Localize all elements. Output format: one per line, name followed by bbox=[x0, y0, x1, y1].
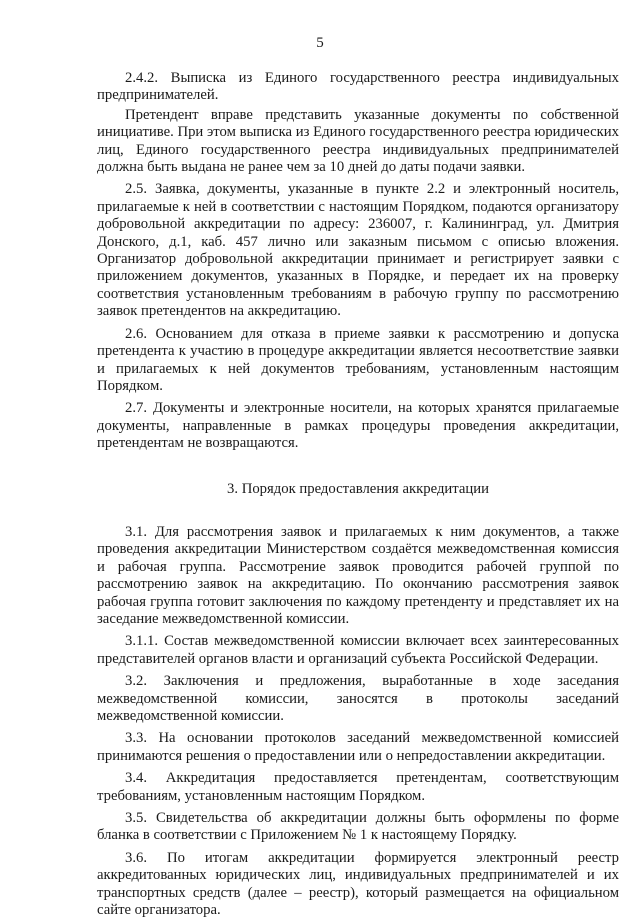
paragraph-2-6: 2.6. Основанием для отказа в приеме заявки к рассмотрению и допуска претендента к участию в процедуре аккредитации является несоответствие заявки и прилагаемых к ней документов требованиям, установленным настоящим Порядком. bbox=[97, 325, 619, 394]
section-3-title: 3. Порядок предоставления аккредитации bbox=[227, 480, 489, 497]
page-number: 5 bbox=[316, 35, 324, 51]
paragraph-3-5: 3.5. Свидетельства об аккредитации должны быть оформлены по форме бланка в соответствии с Приложением № 1 к настоящему Порядку. bbox=[97, 810, 619, 844]
paragraph-3-3: 3.3. На основании протоколов заседаний межведомственной комиссией принимаются решения о предоставлении или о непредоставлении аккредитации. bbox=[97, 730, 619, 764]
paragraph-pretendent-right: Претендент вправе представить указанные документы по собственной инициативе. При этом выписка из Единого государственного реестра юридических лиц, Единого государственного реестра индивидуальных предпринимателей должна быть выдана не ранее чем за 10 дней до даты подачи заявки. bbox=[97, 106, 619, 176]
document-body bbox=[97, 70, 619, 919]
paragraph-3-6: 3.6. По итогам аккредитации формируется электронный реестр аккредитованных юридических лиц, индивидуальных предпринимателей и их транспортных средств (далее – реестр), который размещается на официальном сайте организатора. bbox=[97, 849, 619, 919]
paragraph-3-4: 3.4. Аккредитация предоставляется претендентам, соответствующим требованиям, установленным настоящим Порядком. bbox=[97, 770, 619, 804]
paragraph-3-1-1: 3.1.1. Состав межведомственной комиссии включает всех заинтересованных представителей органов власти и организаций субъекта Российской Федерации. bbox=[97, 633, 619, 667]
paragraph-3-2: 3.2. Заключения и предложения, выработанные в ходе заседания межведомственной комиссии, заносятся в протоколы заседаний межведомственной комиссии. bbox=[97, 673, 619, 724]
paragraph-2-5: 2.5. Заявка, документы, указанные в пункте 2.2 и электронный носитель, прилагаемые к ней в соответствии с настоящим Порядком, подаются организатору добровольной аккредитации по адресу: 236007, г. Калининград, ул. Дмитрия Донского, д.1, каб. 457 лично или заказным письмом с описью вложения. Организатор добровольной аккредитации принимает и регистрирует заявки с приложением документов, указанных в Порядке, и передает их на проверку соответствия установленным требованиям в рабочую группу по рассмотрению заявок претендентов на аккредитацию. bbox=[97, 181, 619, 320]
paragraph-2-4-2: 2.4.2. Выписка из Единого государственного реестра индивидуальных предпринимателей. bbox=[97, 70, 619, 104]
paragraph-3-1: 3.1. Для рассмотрения заявок и прилагаемых к ним документов, а также проведения аккредитации Министерством создаётся межведомственная комиссия и рабочая группа. Рассмотрение заявок проводится рабочей группой по рассмотрению заявок на аккредитацию. По окончанию рассмотрения заявок рабочая группа готовит заключения по каждому претенденту и представляет их на заседание межведомственной комиссии. bbox=[97, 523, 619, 627]
paragraph-2-7: 2.7. Документы и электронные носители, на которых хранятся прилагаемые документы, направленные в рамках процедуры проведения аккредитации, претендентам не возвращаются. bbox=[97, 400, 619, 452]
